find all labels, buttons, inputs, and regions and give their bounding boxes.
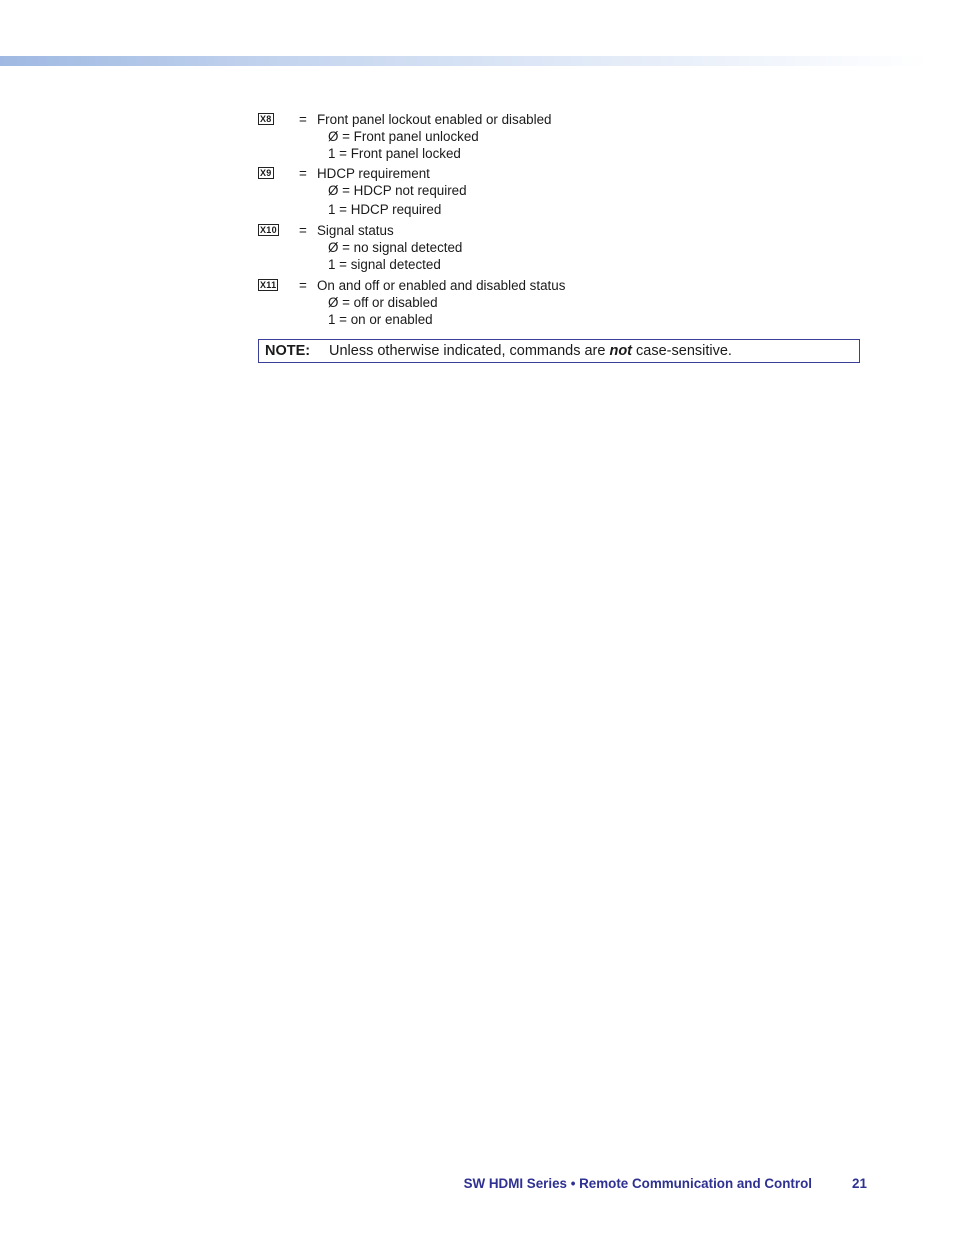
option-code: Ø xyxy=(328,129,339,144)
option-row xyxy=(258,145,878,162)
option-code: Ø xyxy=(328,183,339,198)
option-text xyxy=(328,239,462,256)
variable-row-x9 xyxy=(258,165,878,182)
option-meaning: = no signal detected xyxy=(338,240,463,255)
option-code: 1 xyxy=(328,257,336,272)
footer-title: SW HDMI Series • Remote Communication and Control xyxy=(463,1176,812,1191)
option-row xyxy=(258,294,878,311)
equals-sign: = xyxy=(299,278,307,293)
note-label: NOTE: xyxy=(265,343,311,359)
option-text xyxy=(328,182,467,199)
page-footer xyxy=(0,1174,954,1194)
option-code: 1 xyxy=(328,202,336,217)
equals-sign: = xyxy=(299,223,307,238)
note-text xyxy=(329,340,732,362)
note-text-after: case-sensitive. xyxy=(632,343,732,359)
option-row xyxy=(258,256,878,273)
variable-code-box: X8 xyxy=(260,114,272,124)
option-text xyxy=(328,201,441,218)
variable-row-x11 xyxy=(258,277,878,294)
variable-description: On and off or enabled and disabled status xyxy=(317,278,566,293)
option-text xyxy=(328,294,438,311)
note-box xyxy=(258,339,860,363)
option-code: 1 xyxy=(328,312,336,327)
variable-row-x10 xyxy=(258,222,878,239)
option-meaning: = off or disabled xyxy=(338,295,438,310)
option-meaning: = on or enabled xyxy=(335,312,433,327)
variable-description: Front panel lockout enabled or disabled xyxy=(317,112,552,127)
variable-description: Signal status xyxy=(317,223,394,238)
option-text xyxy=(328,311,433,328)
option-text xyxy=(328,145,461,162)
variable-definitions xyxy=(258,111,878,328)
header-color-band xyxy=(0,56,930,66)
page-number: 21 xyxy=(852,1176,867,1191)
note-emphasis: not xyxy=(609,343,633,359)
option-code: Ø xyxy=(328,295,339,310)
variable-description: HDCP requirement xyxy=(317,166,430,181)
option-row xyxy=(258,201,878,218)
option-meaning: = Front panel unlocked xyxy=(338,129,479,144)
option-meaning: = Front panel locked xyxy=(335,146,461,161)
variable-row-x8 xyxy=(258,111,878,128)
variable-code-box: X11 xyxy=(260,280,277,290)
option-row xyxy=(258,128,878,145)
equals-sign: = xyxy=(299,166,307,181)
option-code: Ø xyxy=(328,240,339,255)
option-meaning: = HDCP required xyxy=(335,202,442,217)
option-row xyxy=(258,311,878,328)
variable-code-box: X10 xyxy=(260,225,277,235)
option-row xyxy=(258,239,878,256)
option-meaning: = HDCP not required xyxy=(338,183,467,198)
option-text xyxy=(328,128,479,145)
variable-code-box: X9 xyxy=(260,168,272,178)
option-code: 1 xyxy=(328,146,336,161)
option-meaning: = signal detected xyxy=(335,257,441,272)
equals-sign: = xyxy=(299,112,307,127)
note-text-before: Unless otherwise indicated, commands are xyxy=(329,343,610,359)
option-row xyxy=(258,182,878,199)
option-text xyxy=(328,256,441,273)
